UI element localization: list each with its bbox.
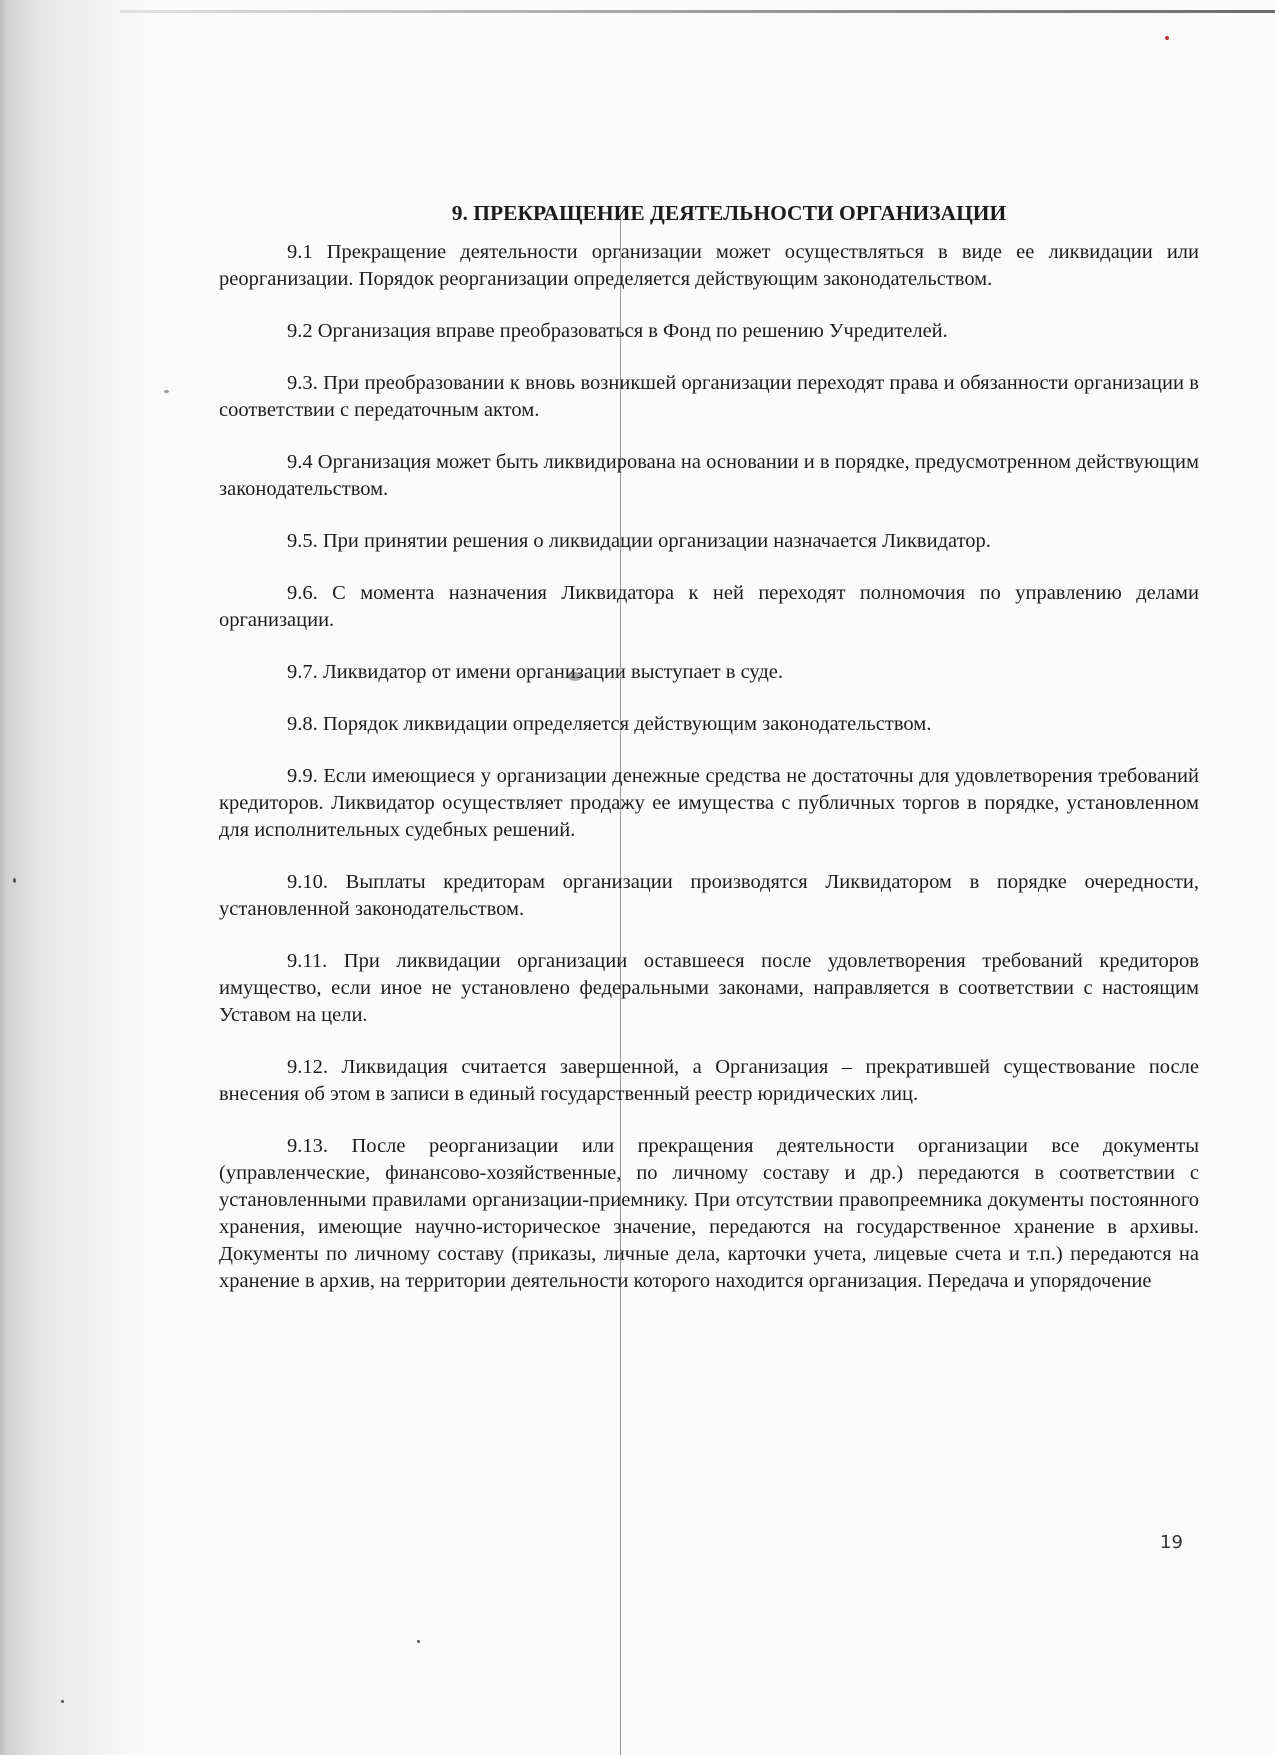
- paragraph-9-5: 9.5. При принятии решения о ликвидации организации назначается Ликвидатор.: [287, 530, 991, 552]
- scan-speck: [13, 878, 16, 883]
- scan-speck: [164, 390, 169, 393]
- paragraph-9-1: 9.1 Прекращение деятельности организации может осуществляться в виде ее ликвидации или реорганизации. Порядок реорганизации определяется действующим законодательством.: [219, 241, 1199, 290]
- scan-speck: [61, 1700, 64, 1703]
- document-body: [219, 200, 1199, 1295]
- paragraph-9-9: 9.9. Если имеющиеся у организации денежные средства не достаточны для удовлетворения требований кредиторов. Ликвидатор осуществляет продажу ее имущества с публичных торгов в порядке, установленном для исполнительных судебных решений.: [219, 765, 1199, 841]
- paragraph-9-10: 9.10. Выплаты кредиторам организации производятся Ликвидатором в порядке очередности, установленной законодательством.: [219, 871, 1199, 920]
- page-number: 19: [1160, 1532, 1183, 1553]
- paragraph-9-6: 9.6. С момента назначения Ликвидатора к ней переходят полномочия по управлению делами организации.: [219, 582, 1199, 631]
- paragraph-9-8: 9.8. Порядок ликвидации определяется действующим законодательством.: [287, 713, 932, 735]
- scan-speck: [417, 1640, 420, 1643]
- paragraph-9-4: 9.4 Организация может быть ликвидирована на основании и в порядке, предусмотренном действующим законодательством.: [219, 451, 1199, 500]
- paragraph-9-7: 9.7. Ликвидатор от имени организации выступает в суде.: [287, 661, 784, 683]
- paragraph-9-12: 9.12. Ликвидация считается завершенной, а Организация – прекратившей существование после внесения об этом в записи в единый государственный реестр юридических лиц.: [219, 1056, 1199, 1105]
- scan-top-edge: [120, 10, 1275, 13]
- scan-speck: [1165, 36, 1169, 40]
- paragraph-9-2: 9.2 Организация вправе преобразоваться в Фонд по решению Учредителей.: [287, 320, 948, 342]
- paragraph-9-13: 9.13. После реорганизации или прекращения деятельности организации все документы (управленческие, финансово-хозяйственные, по личному составу и др.) передаются в соответствии с установленными правилами организации-приемнику. При отсутствии правопреемника документы постоянного хранения, имеющие научно-историческое значение, передаются на государственное хранение в архивы. Документы по личному составу (приказы, личные дела, карточки учета, лицевые счета и т.п.) передаются на хранение в архив, на территории деятельности которого находится организация. Передача и упорядочение: [219, 1135, 1199, 1292]
- scan-left-shadow: [0, 0, 150, 1755]
- section-heading: 9. ПРЕКРАЩЕНИЕ ДЕЯТЕЛЬНОСТИ ОРГАНИЗАЦИИ: [451, 201, 1007, 225]
- paragraph-9-11: 9.11. При ликвидации организации оставшееся после удовлетворения требований кредиторов имущество, если иное не установлено федеральными законами, направляется в соответствии с настоящим Уставом на цели.: [219, 950, 1199, 1026]
- paragraph-9-3: 9.3. При преобразовании к вновь возникшей организации переходят права и обязанности организации в соответствии с передаточным актом.: [219, 372, 1199, 421]
